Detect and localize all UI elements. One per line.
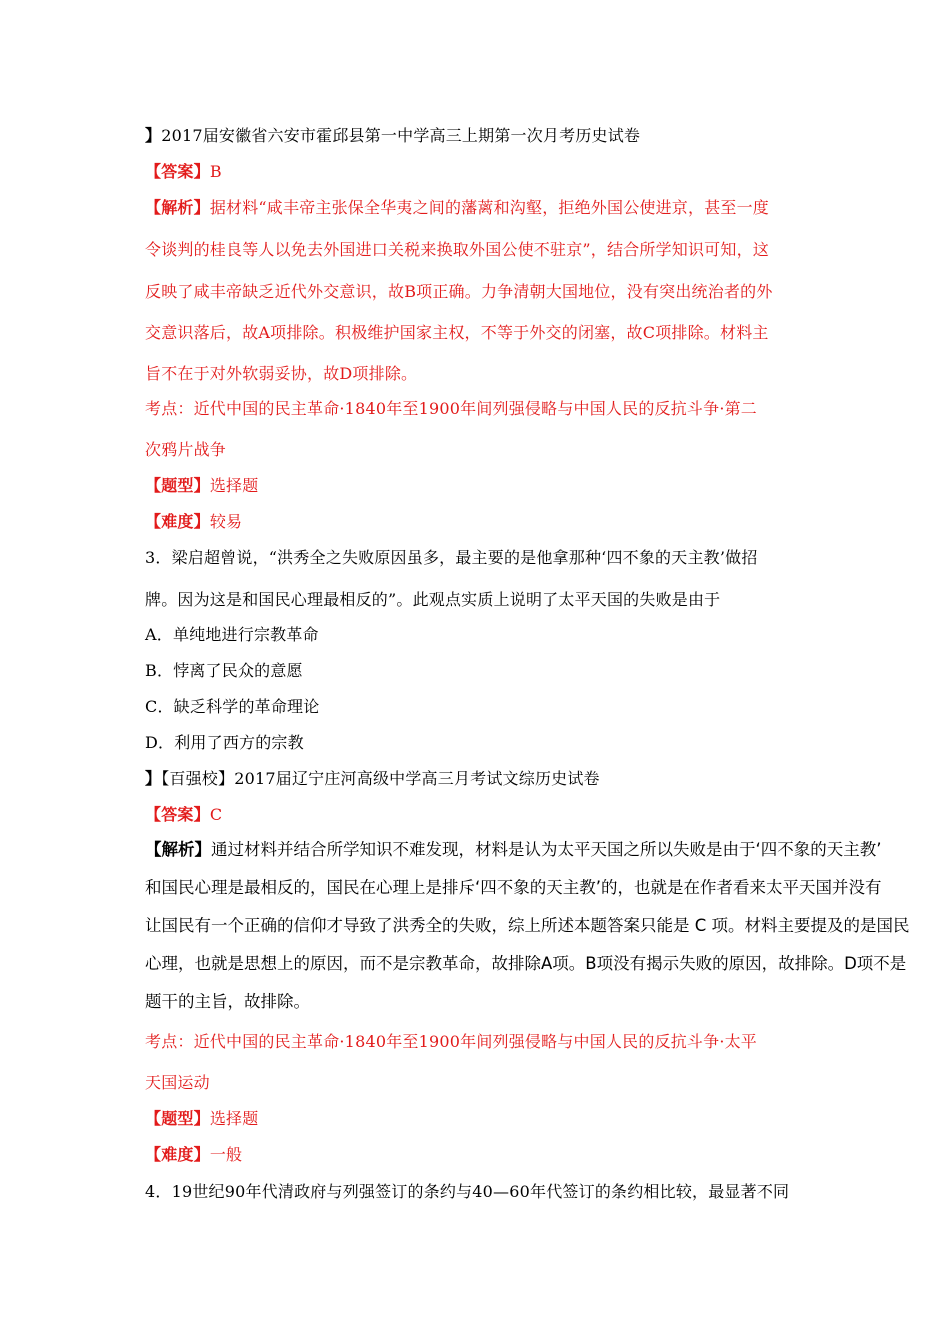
q2-answer: B <box>209 162 222 181</box>
q2-analysis-line: 反映了咸丰帝缺乏近代外交意识，故B项正确。力争清朝大国地位，没有突出统治者的外 <box>145 282 773 301</box>
q3-kaodian-line: 天国运动 <box>145 1073 210 1092</box>
q2-type: 选择题 <box>209 476 259 495</box>
q3-difficulty-line <box>145 1145 242 1165</box>
q2-difficulty: 较易 <box>209 512 243 531</box>
q2-source: 2017届安徽省六安市霍邱县第一中学高三上期第一次月考历史试卷 <box>161 126 641 145</box>
q2-type-label: 【题型】 <box>145 476 210 495</box>
q2-source-line <box>145 126 640 146</box>
q3-type: 选择题 <box>209 1109 259 1128</box>
q3-answer-label: 【答案】 <box>145 805 210 824</box>
q3-analysis-line <box>145 840 882 860</box>
q3-option-a: A．单纯地进行宗教革命 <box>145 625 319 644</box>
q3-analysis-line: 心理，也就是思想上的原因，而不是宗教革命，故排除A项。B项没有揭示失败的原因，故排除。D项不是 <box>145 954 907 973</box>
q3-type-label: 【题型】 <box>145 1109 210 1128</box>
q3-source: 2017届辽宁庄河高级中学高三月考试文综历史试卷 <box>234 769 600 788</box>
q4-stem-line: 4．19世纪90年代清政府与列强签订的条约与40—60年代签订的条约相比较，最显著不同 <box>145 1182 790 1201</box>
q3-analysis-label: 【解析】 <box>145 840 211 859</box>
q2-source-bracket: 】 <box>145 126 162 145</box>
q2-answer-label: 【答案】 <box>145 162 210 181</box>
q2-kaodian-line: 次鸦片战争 <box>145 440 227 459</box>
q3-option-d: D．利用了西方的宗教 <box>145 733 304 752</box>
q3-source-tag: 【百强校】 <box>161 769 235 788</box>
q3-stem-line: 3．梁启超曾说，“洪秀全之失败原因虽多，最主要的是他拿那种‘四不象的天主教’做招 <box>145 548 758 567</box>
q3-source-line <box>145 769 600 789</box>
q2-analysis-text: 据材料“咸丰帝主张保全华夷之间的藩蓠和沟壑，拒绝外国公使进京，甚至一度 <box>209 198 769 217</box>
q3-difficulty: 一般 <box>209 1145 243 1164</box>
q3-option-c: C．缺乏科学的革命理论 <box>145 697 320 716</box>
q3-type-line <box>145 1109 258 1129</box>
q3-analysis-text: 通过材料并结合所学知识不难发现，材料是认为太平天国之所以失败是由于‘四不象的天主教’ <box>211 840 882 859</box>
q3-difficulty-label: 【难度】 <box>145 1145 210 1164</box>
q3-source-bracket: 】 <box>145 769 162 788</box>
q2-difficulty-line <box>145 512 242 532</box>
q3-answer-line <box>145 805 222 825</box>
q3-kaodian-line: 考点：近代中国的民主革命·1840年至1900年间列强侵略与中国人民的反抗斗争·太平 <box>145 1032 758 1051</box>
q2-type-line <box>145 476 258 496</box>
q2-difficulty-label: 【难度】 <box>145 512 210 531</box>
q2-answer-line <box>145 162 222 182</box>
q3-analysis-line: 让国民有一个正确的信仰才导致了洪秀全的失败，综上所述本题答案只能是 C 项。材料主要提及的是国民 <box>145 916 910 935</box>
q2-analysis-line <box>145 198 769 218</box>
q3-analysis-line: 题干的主旨，故排除。 <box>145 992 310 1011</box>
q2-analysis-line: 令谈判的桂良等人以免去外国进口关税来换取外国公使不驻京”，结合所学知识可知，这 <box>145 240 769 259</box>
q3-option-b: B．悖离了民众的意愿 <box>145 661 303 680</box>
q2-analysis-line: 旨不在于对外软弱妥协，故D项排除。 <box>145 364 418 383</box>
q3-analysis-line: 和国民心理是最相反的，国民在心理上是排斥‘四不象的天主教’的，也就是在作者看来太平天国并没有 <box>145 878 882 897</box>
q2-analysis-line: 交意识落后，故A项排除。积极维护国家主权，不等于外交的闭塞，故C项排除。材料主 <box>145 323 769 342</box>
q2-analysis-label: 【解析】 <box>145 198 210 217</box>
q2-kaodian-line: 考点：近代中国的民主革命·1840年至1900年间列强侵略与中国人民的反抗斗争·第二 <box>145 399 758 418</box>
q3-answer: C <box>209 805 223 824</box>
q3-stem-line: 牌。因为这是和国民心理最相反的”。此观点实质上说明了太平天国的失败是由于 <box>145 590 721 609</box>
